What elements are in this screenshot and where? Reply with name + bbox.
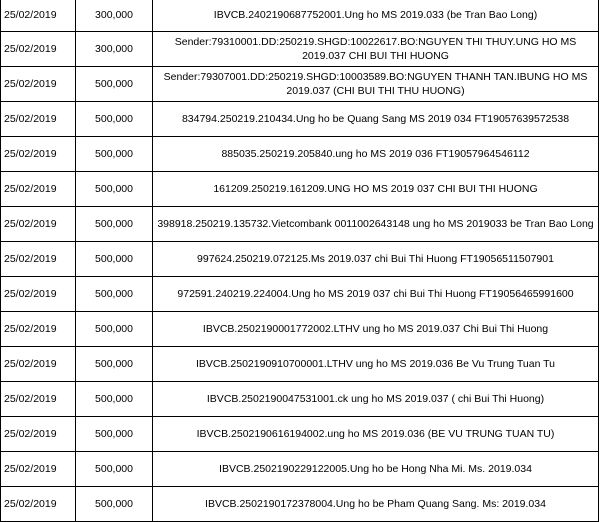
amount-cell: 300,000 — [76, 0, 153, 32]
amount-cell: 500,000 — [76, 242, 153, 277]
table-row — [1, 137, 599, 172]
table-row — [1, 382, 599, 417]
amount-cell: 500,000 — [76, 137, 153, 172]
date-cell: 25/02/2019 — [1, 172, 76, 207]
amount-cell: 500,000 — [76, 172, 153, 207]
table-row — [1, 347, 599, 382]
description-cell: IBVCB.2402190687752001.Ung ho MS 2019.033 (be Tran Bao Long) — [153, 0, 599, 32]
date-cell: 25/02/2019 — [1, 32, 76, 67]
amount-cell: 500,000 — [76, 382, 153, 417]
date-cell: 25/02/2019 — [1, 487, 76, 522]
table-row — [1, 172, 599, 207]
table-row — [1, 102, 599, 137]
date-cell: 25/02/2019 — [1, 67, 76, 102]
description-cell: Sender:79307001.DD:250219.SHGD:10003589.BO:NGUYEN THANH TAN.IBUNG HO MS 2019.037 (CHI BUI THI THU HUONG) — [153, 67, 599, 102]
date-cell: 25/02/2019 — [1, 102, 76, 137]
table-row — [1, 67, 599, 102]
description-cell: 972591.240219.224004.Ung ho MS 2019 037 chi Bui Thi Huong FT19056465991600 — [153, 277, 599, 312]
transaction-rows — [1, 0, 599, 522]
date-cell: 25/02/2019 — [1, 312, 76, 347]
description-cell: 997624.250219.072125.Ms 2019.037 chi Bui Thi Huong FT19056511507901 — [153, 242, 599, 277]
date-cell: 25/02/2019 — [1, 417, 76, 452]
description-cell: 398918.250219.135732.Vietcombank 0011002643148 ung ho MS 2019033 be Tran Bao Long — [153, 207, 599, 242]
table-row — [1, 242, 599, 277]
description-cell: IBVCB.2502190616194002.ung ho MS 2019.036 (BE VU TRUNG TUAN TU) — [153, 417, 599, 452]
amount-cell: 500,000 — [76, 487, 153, 522]
amount-cell: 500,000 — [76, 207, 153, 242]
description-cell: IBVCB.2502190910700001.LTHV ung ho MS 2019.036 Be Vu Trung Tuan Tu — [153, 347, 599, 382]
description-cell: 834794.250219.210434.Ung ho be Quang Sang MS 2019 034 FT19057639572538 — [153, 102, 599, 137]
table-row — [1, 32, 599, 67]
description-cell: IBVCB.2502190229122005.Ung ho be Hong Nha Mi. Ms. 2019.034 — [153, 452, 599, 487]
table-row — [1, 0, 599, 32]
amount-cell: 500,000 — [76, 277, 153, 312]
description-cell: IBVCB.2502190172378004.Ung ho be Pham Quang Sang. Ms: 2019.034 — [153, 487, 599, 522]
description-cell: 885035.250219.205840.ung ho MS 2019 036 FT19057964546112 — [153, 137, 599, 172]
amount-cell: 300,000 — [76, 32, 153, 67]
description-cell: 161209.250219.161209.UNG HO MS 2019 037 CHI BUI THI HUONG — [153, 172, 599, 207]
date-cell: 25/02/2019 — [1, 242, 76, 277]
table-row — [1, 277, 599, 312]
date-cell: 25/02/2019 — [1, 207, 76, 242]
date-cell: 25/02/2019 — [1, 0, 76, 32]
description-cell: Sender:79310001.DD:250219.SHGD:10022617.BO:NGUYEN THI THUY.UNG HO MS 2019.037 CHI BUI THI HUONG — [153, 32, 599, 67]
description-cell: IBVCB.2502190001772002.LTHV ung ho MS 2019.037 Chi Bui Thi Huong — [153, 312, 599, 347]
table-row — [1, 207, 599, 242]
amount-cell: 500,000 — [76, 347, 153, 382]
date-cell: 25/02/2019 — [1, 382, 76, 417]
amount-cell: 500,000 — [76, 67, 153, 102]
amount-cell: 500,000 — [76, 417, 153, 452]
date-cell: 25/02/2019 — [1, 277, 76, 312]
table-row — [1, 417, 599, 452]
date-cell: 25/02/2019 — [1, 347, 76, 382]
date-cell: 25/02/2019 — [1, 137, 76, 172]
description-cell: IBVCB.2502190047531001.ck ung ho MS 2019.037 ( chi Bui Thi Huong) — [153, 382, 599, 417]
amount-cell: 500,000 — [76, 312, 153, 347]
amount-cell: 500,000 — [76, 102, 153, 137]
table-row — [1, 452, 599, 487]
date-cell: 25/02/2019 — [1, 452, 76, 487]
amount-cell: 500,000 — [76, 452, 153, 487]
table-row — [1, 487, 599, 522]
table-row — [1, 312, 599, 347]
